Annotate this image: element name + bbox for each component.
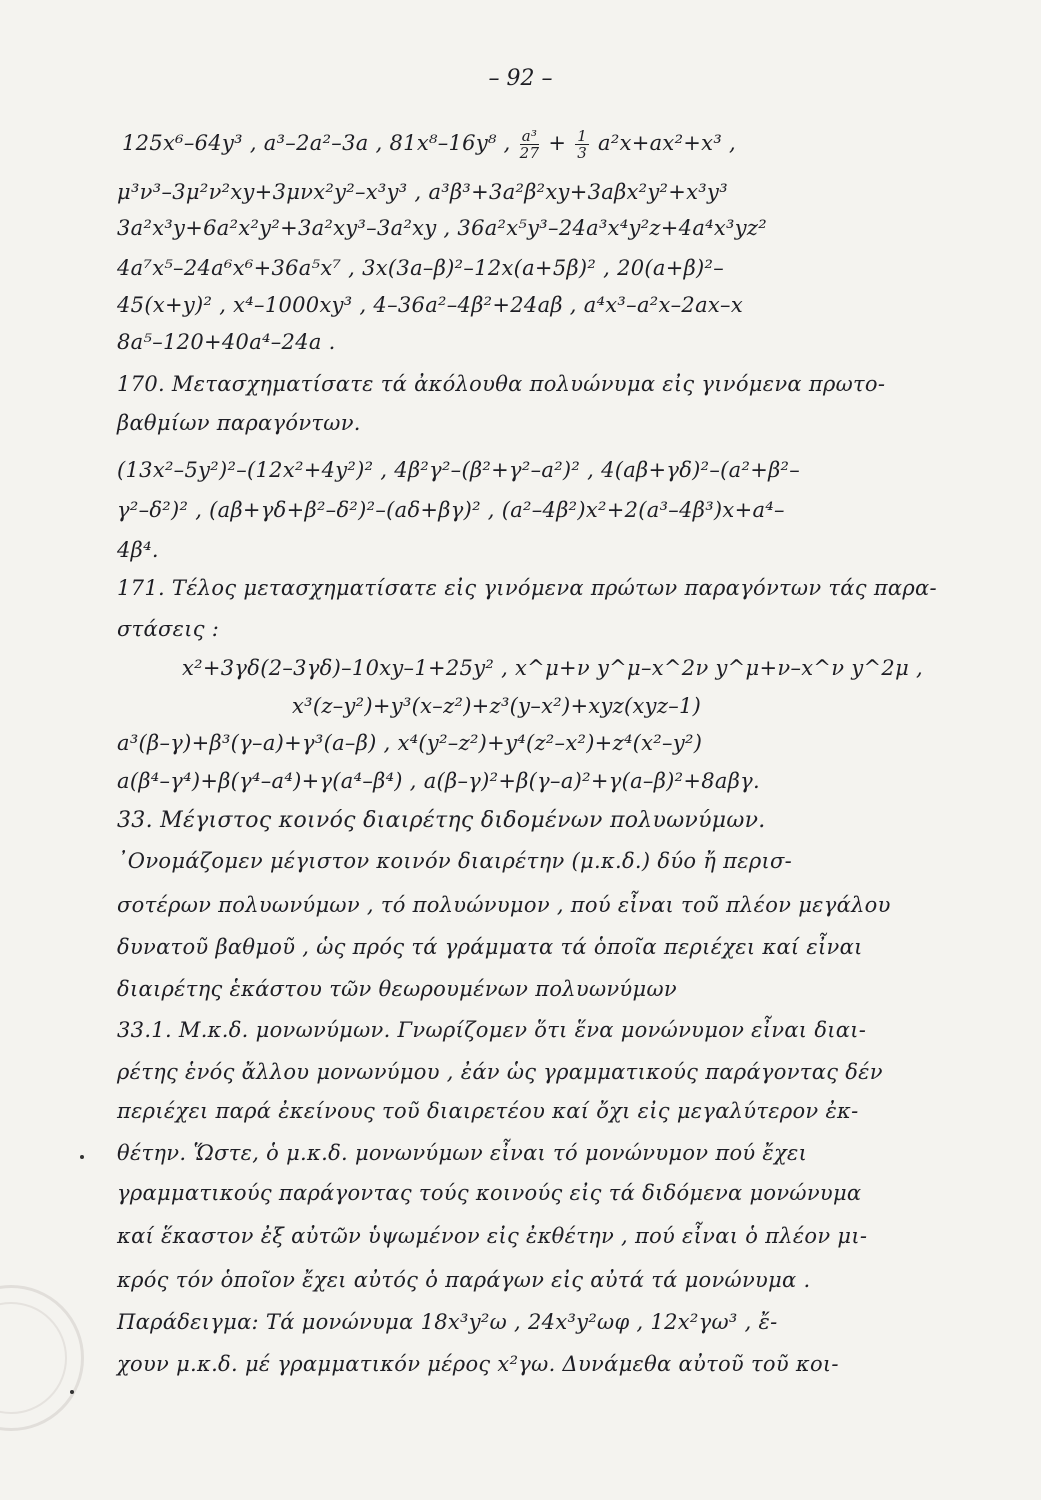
subsection-33-1-line-3: περιέχει παρά ἐκείνους τοῦ διαιρετέου καί ὄχι εἰς μεγαλύτερον ἐκ- xyxy=(117,1099,859,1123)
fraction-a3-27: $\frac{\text{a³}}{27}$ xyxy=(519,127,540,162)
exercise-171-title-cont: στάσεις : xyxy=(117,617,220,641)
subsection-33-1-line-2: ρέτης ἑνός ἄλλου μονωνύμου , ἐάν ὡς γραμματικούς παράγοντας δέν xyxy=(117,1060,883,1084)
exercise-171-title: 171. Τέλος μετασχηματίσατε εἰς γινόμενα πρώτων παραγόντων τάς παρα- xyxy=(117,576,937,600)
exercise-171-line-3: a³(β–γ)+β³(γ–a)+γ³(a–β) , x⁴(y²–z²)+y⁴(z²–x²)+z⁴(x²–y²) xyxy=(117,731,703,755)
paragraph-line-2: σοτέρων πολυωνύμων , τό πολυώνυμον , πού εἶναι τοῦ πλέον μεγάλου xyxy=(117,893,891,917)
exercise-171-line-2: x³(z–y²)+y³(x–z²)+z³(y–x²)+xyz(xyz–1) xyxy=(292,694,702,718)
example-line-1: Παράδειγμα: Τά μονώνυμα 18x³y²ω , 24x³y²ωφ , 12x²γω³ , ἔ- xyxy=(117,1310,778,1334)
subsection-33-1-line-7: κρός τόν ὁποῖον ἔχει αὐτός ὁ παράγων εἰς αὐτά τά μονώνυμα . xyxy=(117,1268,811,1292)
exercise-line-3: 3a²x³y+6a²x²y²+3a²xy³–3a²xy , 36a²x⁵y³–24a³x⁴y²z+4a⁴x³yz² xyxy=(117,216,767,240)
section-33-heading: 33. Μέγιστος κοινός διαιρέτης διδομένων πολυωνύμων. xyxy=(117,808,766,833)
fraction-1-3: $\frac{1}{3}$ xyxy=(577,127,588,162)
exercise-170-line-1: (13x²–5y²)²–(12x²+4y²)² , 4β²γ²–(β²+γ²–a²)² , 4(aβ+γδ)²–(a²+β²– xyxy=(117,458,801,482)
exercise-line-1: 125x⁶–64y³ , a³–2a²–3a , 81x⁸–16y⁸ , $\frac{\text{a³}}{27}$ + $\frac{1}{3}$ a²x+ax²+x³ , xyxy=(122,127,736,162)
margin-mark xyxy=(80,1155,84,1159)
line-1-text: 125x⁶–64y³ , a³–2a²–3a , 81x⁸–16y⁸ , xyxy=(122,131,511,155)
exercise-line-2: μ³ν³–3μ²ν²xy+3μνx²y²–x³y³ , a³β³+3a²β²xy+3aβx²y²+x³y³ xyxy=(117,180,728,204)
exercise-170-line-2: γ²–δ²)² , (aβ+γδ+β²–δ²)²–(aδ+βγ)² , (a²–4β²)x²+2(a³–4β³)x+a⁴– xyxy=(117,498,785,522)
subsection-33-1-line-5: γραμματικούς παράγοντας τούς κοινούς εἰς τά διδόμενα μονώνυμα xyxy=(117,1181,862,1205)
subsection-33-1-line-4: θέτην. Ὥστε, ὁ μ.κ.δ. μονωνύμων εἶναι τό μονώνυμον πού ἔχει xyxy=(117,1141,808,1165)
margin-mark xyxy=(70,1390,74,1394)
exercise-170-line-3: 4β⁴. xyxy=(117,538,159,562)
paragraph-line-3: δυνατοῦ βαθμοῦ , ὡς πρός τά γράμματα τά ὁποῖα περιέχει καί εἶναι xyxy=(117,935,863,959)
page-number: – 92 – xyxy=(488,66,553,91)
exercise-170-title-cont: βαθμίων παραγόντων. xyxy=(117,411,361,435)
exercise-170-title: 170. Μετασχηματίσατε τά ἀκόλουθα πολυώνυμα εἰς γινόμενα πρωτο- xyxy=(117,372,886,396)
exercise-line-4: 4a⁷x⁵–24a⁶x⁶+36a⁵x⁷ , 3x(3a–β)²–12x(a+5β)² , 20(a+β)²– xyxy=(117,256,725,280)
example-line-2: χουν μ.κ.δ. μέ γραμματικόν μέρος x²γω. Δυνάμεθα αὐτοῦ τοῦ κοι- xyxy=(117,1352,839,1376)
subsection-33-1-line-1: 33.1. Μ.κ.δ. μονωνύμων. Γνωρίζομεν ὅτι ἕνα μονώνυμον εἶναι διαι- xyxy=(117,1018,867,1042)
library-stamp xyxy=(0,1285,84,1431)
exercise-171-line-4: a(β⁴–γ⁴)+β(γ⁴–a⁴)+γ(a⁴–β⁴) , a(β–γ)²+β(γ–a)²+γ(a–β)²+8aβγ. xyxy=(117,769,761,793)
paragraph-line-1: ᾿Ονομάζομεν μέγιστον κοινόν διαιρέτην (μ.κ.δ.) δύο ἤ περισ- xyxy=(117,849,793,873)
exercise-line-6: 8a⁵–120+40a⁴–24a . xyxy=(117,330,336,354)
subsection-33-1-line-6: καί ἕκαστον ἐξ αὐτῶν ὑψωμένον εἰς ἐκθέτην , πού εἶναι ὁ πλέον μι- xyxy=(117,1224,868,1248)
exercise-line-5: 45(x+y)² , x⁴–1000xy³ , 4–36a²–4β²+24aβ , a⁴x³–a²x–2ax–x xyxy=(117,293,744,317)
exercise-171-line-1: x²+3γδ(2–3γδ)–10xy–1+25y² , x^μ+ν y^μ–x^2ν y^μ+ν–x^ν y^2μ , xyxy=(182,656,923,680)
paragraph-line-4: διαιρέτης ἑκάστου τῶν θεωρουμένων πολυωνύμων xyxy=(117,977,677,1001)
